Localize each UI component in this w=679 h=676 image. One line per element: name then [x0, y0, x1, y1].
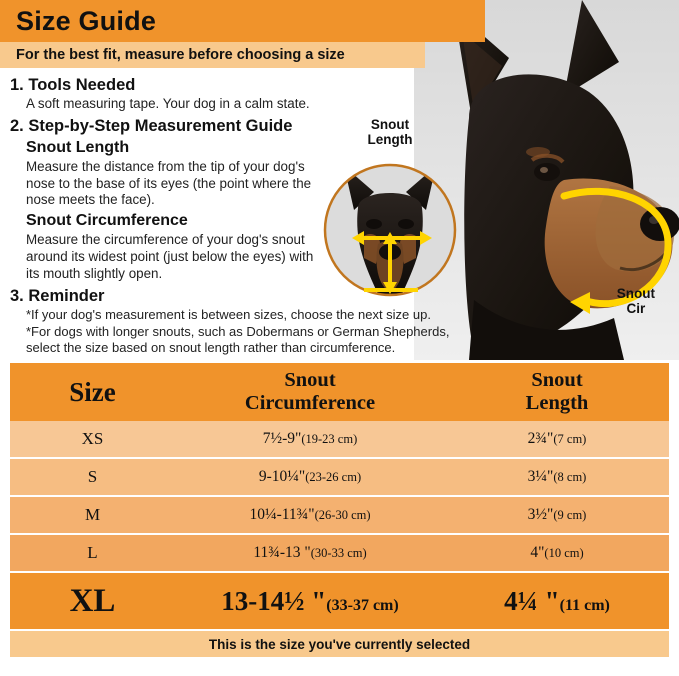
- snout-length-body: Measure the distance from the tip of your dog's nose to the base of its eyes (the point where the nose meets the face).: [26, 158, 312, 208]
- selected-row-circumference-value: 13-14½ ": [221, 585, 327, 616]
- selected-size-note: This is the size you've currently selected: [10, 629, 669, 657]
- row-size: M: [84, 505, 101, 524]
- row-size: XS: [81, 429, 104, 448]
- header-size: Size: [69, 376, 116, 407]
- row-size: S: [87, 467, 98, 486]
- header-circumference-line2: Circumference: [244, 392, 376, 414]
- section-1-body: A soft measuring tape. Your dog in a calm state.: [26, 96, 310, 112]
- title-bar: [0, 0, 485, 42]
- row-length-value: 3½": [527, 506, 554, 523]
- row-circumference: [175, 506, 445, 524]
- section-1-heading: [10, 75, 480, 95]
- size-table: [10, 363, 669, 657]
- section-3-title: Reminder: [28, 286, 105, 305]
- row-circumference: [175, 468, 445, 486]
- snout-circumference-body: Measure the circumference of your dog's snout around its widest point (just below the eyes) with its mouth slightly open.: [26, 231, 314, 281]
- row-length: [445, 544, 669, 562]
- reminder-note-1: *If your dog's measurement is between sizes, choose the next size up.: [26, 306, 431, 322]
- row-circumference-unit: (19-23 cm): [301, 432, 358, 446]
- page-title: Size Guide: [16, 5, 157, 36]
- row-length: [445, 430, 669, 448]
- row-length: [445, 506, 669, 524]
- row-circumference: [175, 544, 445, 562]
- section-2-title: Step-by-Step Measurement Guide: [28, 117, 293, 136]
- measurement-diagram: [318, 118, 483, 303]
- row-circumference-value: 9-10¼": [258, 468, 306, 485]
- row-length-value: 3¼": [527, 468, 554, 485]
- row-length-unit: (8 cm): [553, 470, 587, 484]
- row-length-value: 4": [530, 544, 545, 561]
- table-header-row: [10, 363, 669, 421]
- snout-length-heading: Snout Length: [26, 139, 130, 157]
- table-row[interactable]: [10, 421, 669, 459]
- table-row[interactable]: [10, 497, 669, 535]
- row-circumference-value: 10¼-11¾": [249, 506, 315, 523]
- row-circumference: [175, 430, 445, 448]
- selected-row-length-unit: (11 cm): [559, 596, 610, 614]
- row-length: [445, 468, 669, 486]
- row-length-unit: (10 cm): [544, 546, 584, 560]
- table-row[interactable]: [10, 459, 669, 497]
- section-3-number: 3.: [10, 286, 24, 305]
- section-1-title: Tools Needed: [28, 76, 136, 94]
- row-length-value: 2¾": [527, 430, 554, 447]
- row-circumference-value: 11¾-13 ": [253, 544, 311, 561]
- page-subtitle: For the best fit, measure before choosing a size: [16, 47, 345, 63]
- photo-snout-cir-label: Snout Cir: [616, 285, 655, 316]
- row-circumference-unit: (23-26 cm): [305, 470, 362, 484]
- section-1-number: 1.: [10, 76, 24, 94]
- header-length: [445, 369, 669, 415]
- selected-row-length: [445, 586, 669, 617]
- row-length-unit: (7 cm): [553, 432, 587, 446]
- row-circumference-unit: (30-33 cm): [310, 546, 367, 560]
- header-circumference-line1: Snout: [284, 369, 336, 392]
- subtitle-bar: [0, 42, 425, 68]
- header-length-line1: Snout: [531, 369, 583, 392]
- selected-row-length-value: 4¼ ": [504, 585, 560, 616]
- row-length-unit: (9 cm): [553, 508, 587, 522]
- selected-row-size: XL: [69, 582, 116, 619]
- table-row-selected[interactable]: [10, 573, 669, 629]
- section-2-number: 2.: [10, 117, 24, 136]
- selected-row-circumference-unit: (33-37 cm): [326, 596, 399, 614]
- row-circumference-unit: (26-30 cm): [314, 508, 371, 522]
- snout-circumference-heading: Snout Circumference: [26, 212, 188, 230]
- header-circumference: [175, 369, 445, 415]
- diagram-snout-length-label: Snout Length: [367, 117, 413, 147]
- table-row[interactable]: [10, 535, 669, 573]
- header-length-line2: Length: [525, 392, 589, 414]
- selected-row-circumference: [175, 586, 445, 617]
- row-size: L: [87, 543, 98, 562]
- reminder-note-2: *For dogs with longer snouts, such as Dobermans or German Shepherds, select the size based on snout length rather than circumference.: [26, 324, 450, 356]
- row-circumference-value: 7½-9": [262, 430, 302, 447]
